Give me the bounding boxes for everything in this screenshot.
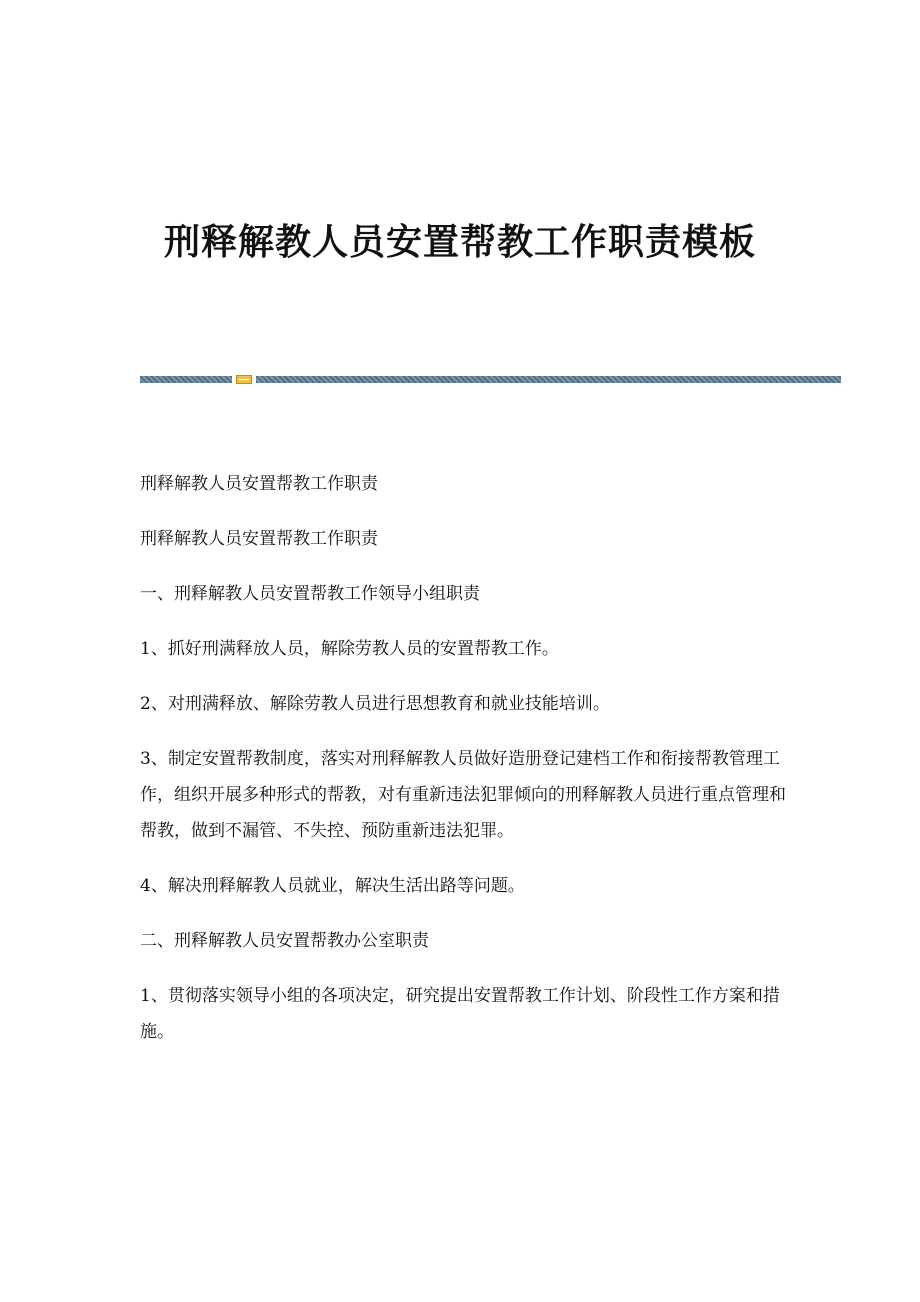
body-paragraph: 2、对刑满释放、解除劳教人员进行思想教育和就业技能培训。 <box>140 694 610 714</box>
body-paragraph: 1、抓好刑满释放人员，解除劳教人员的安置帮教工作。 <box>140 639 559 659</box>
section-heading: 二、刑释解教人员安置帮教办公室职责 <box>140 931 429 951</box>
body-paragraph: 1、贯彻落实领导小组的各项决定，研究提出安置帮教工作计划、阶段性工作方案和措施。 <box>140 986 780 1042</box>
body-paragraph: 4、解决刑释解教人员就业，解决生活出路等问题。 <box>140 876 525 896</box>
document-body <box>140 466 790 1069</box>
body-paragraph: 刑释解教人员安置帮教工作职责 <box>140 529 378 549</box>
section-heading: 一、刑释解教人员安置帮教工作领导小组职责 <box>140 584 480 604</box>
divider-left-segment <box>140 376 232 383</box>
body-paragraph: 刑释解教人员安置帮教工作职责 <box>140 474 378 494</box>
body-paragraph: 3、制定安置帮教制度，落实对刑释解教人员做好造册登记建档工作和衔接帮教管理工作，组织开展多种形式的帮教，对有重新违法犯罪倾向的刑释解教人员进行重点管理和帮教，做到不漏管、不失控、预防重新违法犯罪。 <box>140 749 786 841</box>
title-divider <box>140 375 841 384</box>
divider-right-segment <box>256 376 841 383</box>
document-title: 刑释解教人员安置帮教工作职责模板 <box>163 221 756 263</box>
divider-badge-icon <box>236 375 252 384</box>
